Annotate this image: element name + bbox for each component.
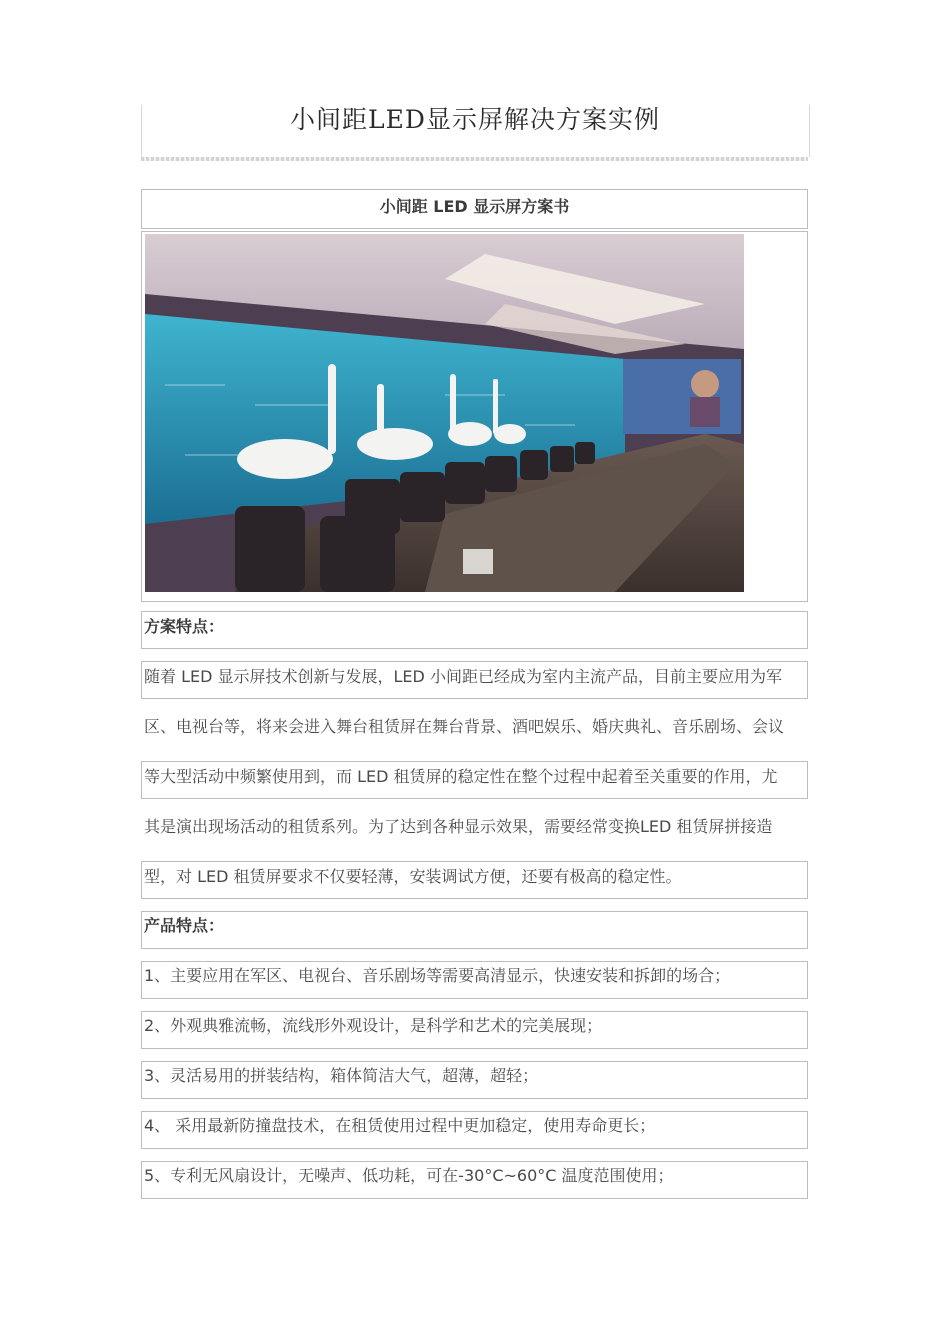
list-item: 2、外观典雅流畅，流线形外观设计，是科学和艺术的完美展现； [144, 1016, 603, 1035]
list-item: 5、专利无风扇设计，无噪声、低功耗，可在-30°C~60°C 温度范围使用； [144, 1166, 674, 1185]
paragraph-line: 区、电视台等，将来会进入舞台租赁屏在舞台背景、酒吧娱乐、婚庆典礼、音乐剧场、会议 [144, 717, 785, 736]
list-item: 4、 采用最新防撞盘技术，在租赁使用过程中更加稳定，使用寿命更长； [144, 1116, 656, 1135]
document-subtitle: 小间距 LED 显示屏方案书 [141, 189, 808, 229]
paragraph-line: 随着 LED 显示屏技术创新与发展，LED 小间距已经成为室内主流产品，目前主要应用为军 [144, 667, 782, 686]
conference-room-photo [145, 234, 744, 592]
document-title: 小间距LED显示屏解决方案实例 [290, 105, 660, 134]
section-heading-box [141, 611, 808, 649]
list-item: 1、主要应用在军区、电视台、音乐剧场等需要高清显示，快速安装和拆卸的场合； [144, 966, 731, 985]
decorative-divider [141, 157, 808, 161]
image-cell [141, 231, 808, 602]
list-item: 3、灵活易用的拼装结构，箱体简洁大气，超薄，超轻； [144, 1066, 539, 1085]
paragraph-line: 型，对 LED 租赁屏要求不仅要轻薄，安装调试方便，还要有极高的稳定性。 [144, 867, 682, 886]
section-heading-box [141, 911, 808, 949]
paragraph-line: 等大型活动中频繁使用到，而 LED 租赁屏的稳定性在整个过程中起着至关重要的作用，尤 [144, 767, 778, 786]
section-heading-product: 产品特点： [144, 916, 225, 935]
section-heading-features: 方案特点： [144, 617, 225, 636]
paragraph-line: 其是演出现场活动的租赁系列。为了达到各种显示效果，需要经常变换LED 租赁屏拼接造 [144, 817, 773, 836]
